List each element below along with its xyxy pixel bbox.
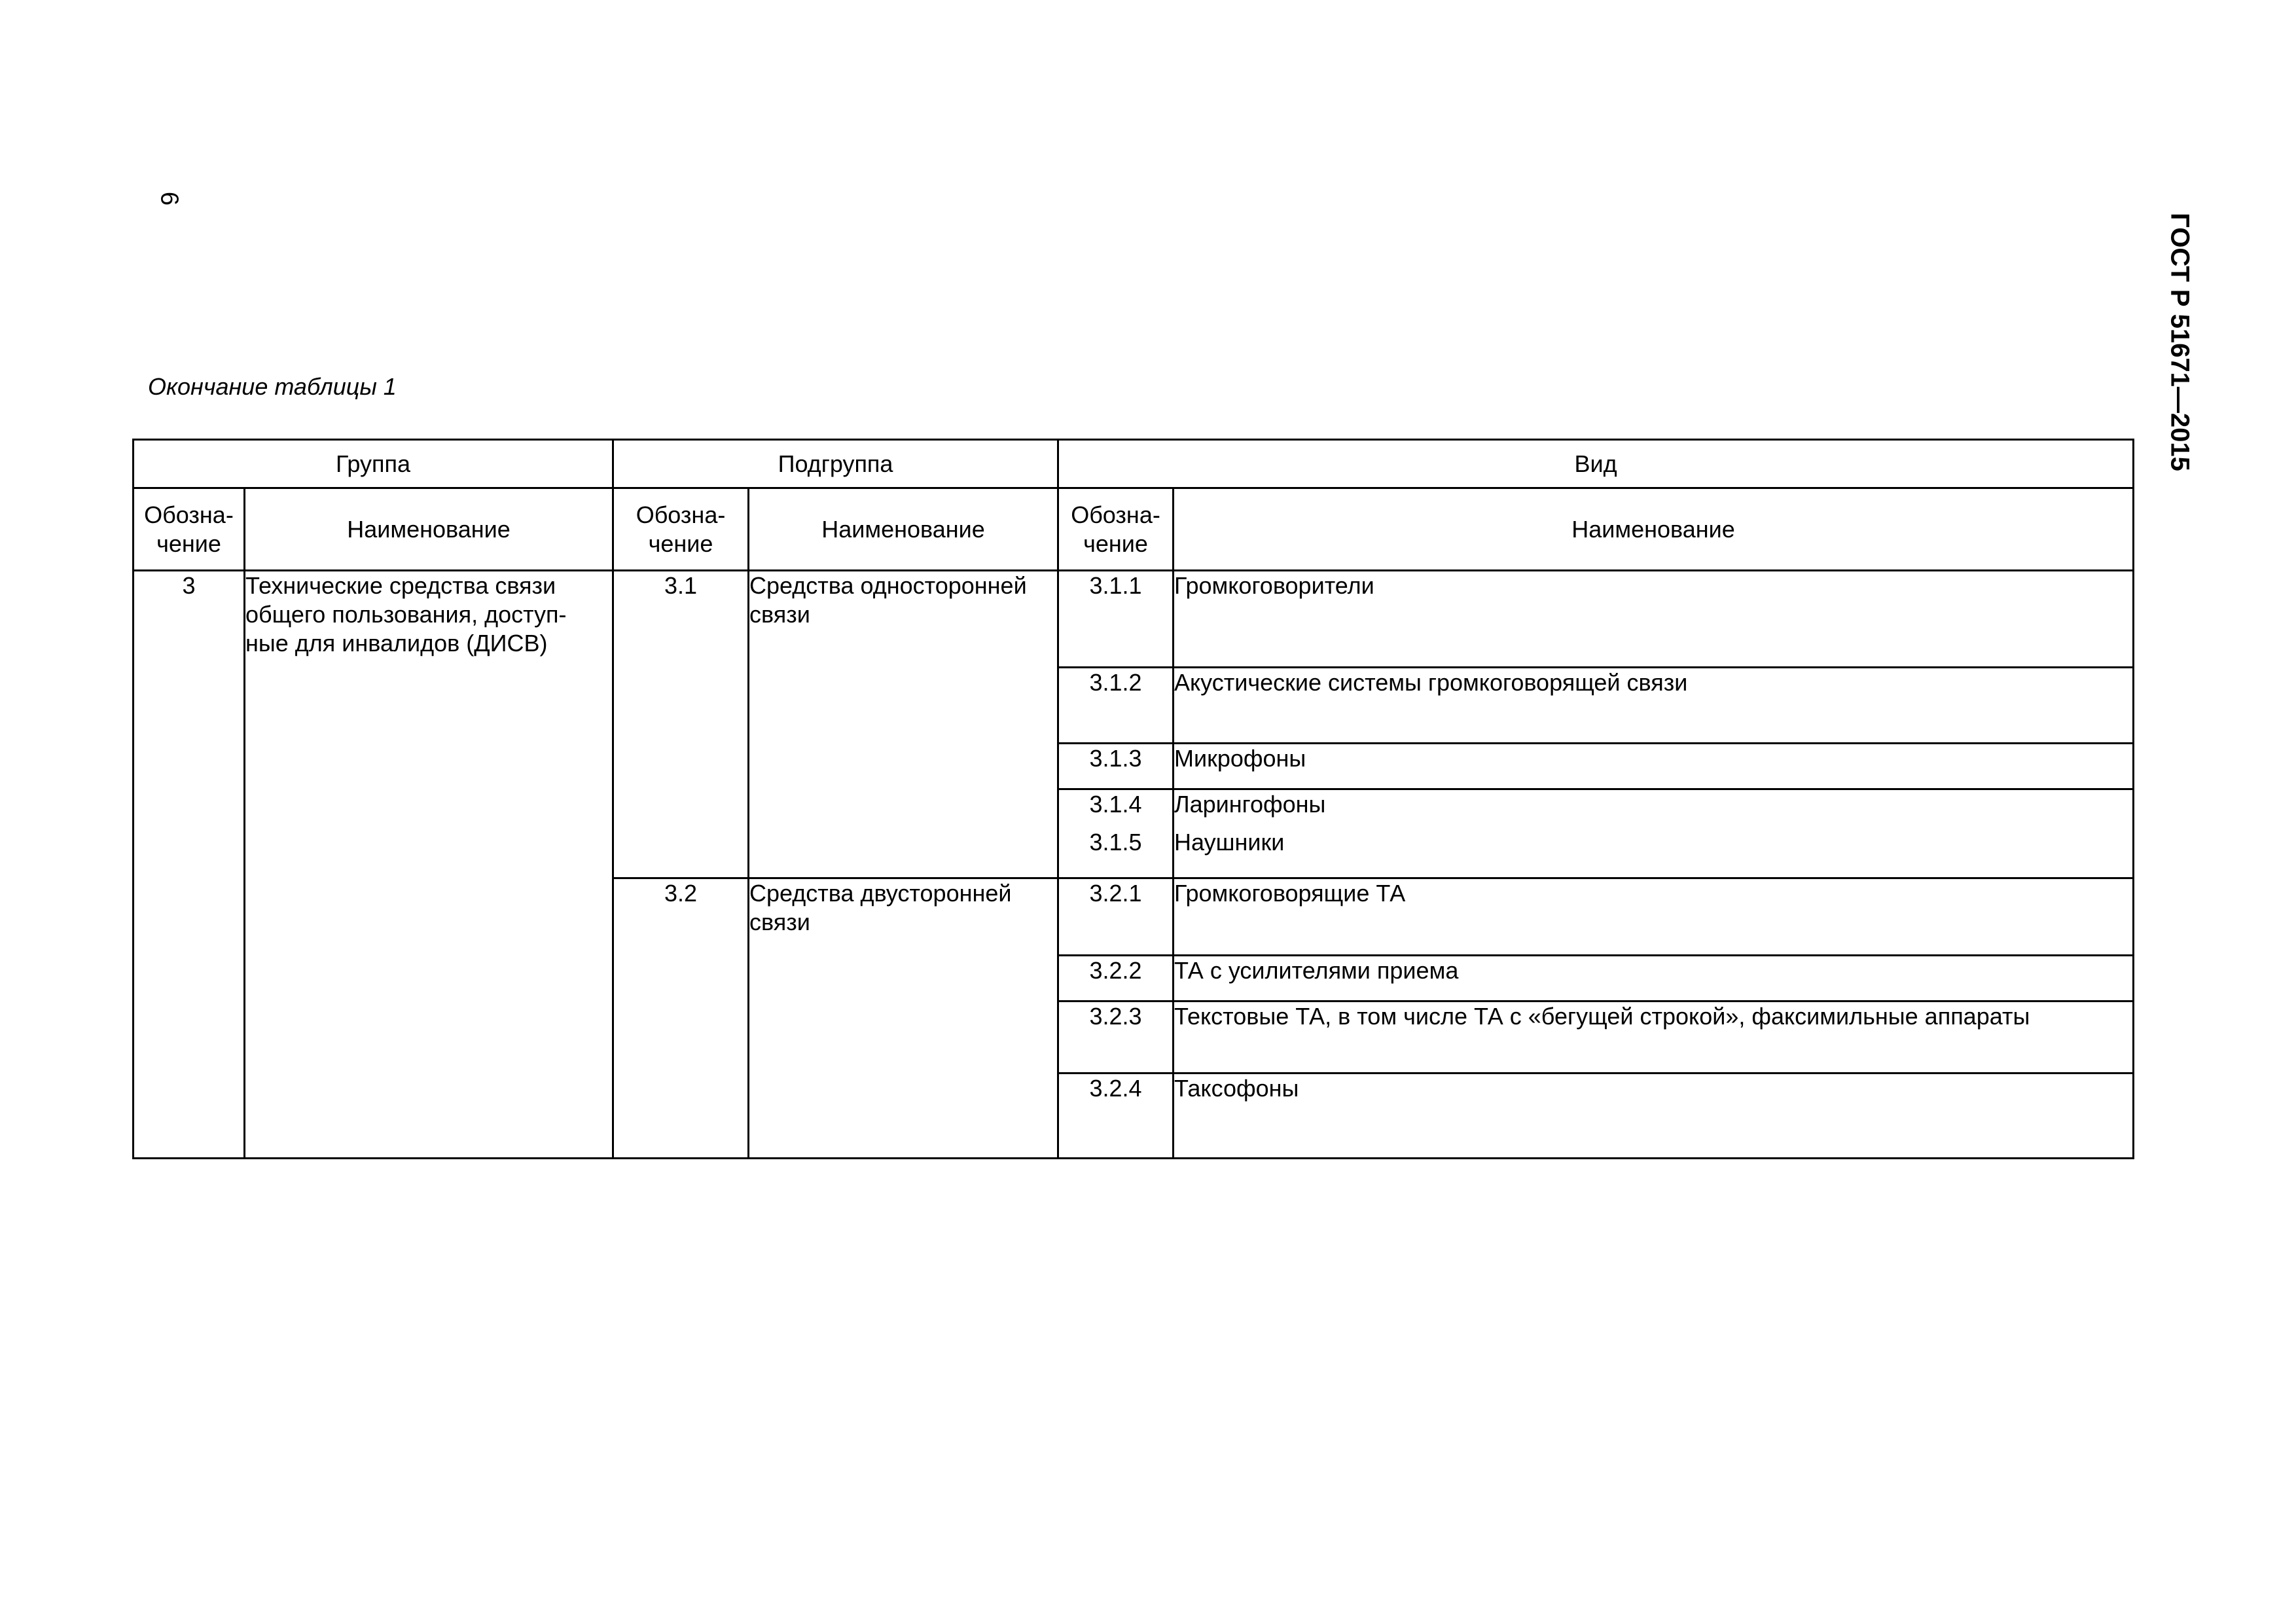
kind-code: 3.2.1	[1058, 878, 1174, 956]
page-number: 6	[155, 191, 183, 206]
kind-name: Наушники	[1174, 828, 1285, 856]
table-caption: Окончание таблицы 1	[148, 373, 397, 400]
subgroup-code: 3.2	[613, 878, 749, 1159]
kind-code: 3.1.2	[1058, 668, 1174, 744]
kind-name: Микрофоны	[1174, 744, 2134, 789]
classification-table	[132, 439, 2134, 1159]
document-code: ГОСТ Р 51671—2015	[2165, 213, 2195, 471]
kind-name-pair	[1174, 789, 2134, 878]
kind-code: 3.1.1	[1058, 571, 1174, 668]
header-kind-name: Наименование	[1174, 488, 2134, 571]
kind-name: Таксофоны	[1174, 1074, 2134, 1159]
header-row-top	[134, 440, 2134, 488]
kind-code: 3.2.2	[1058, 956, 1174, 1001]
header-subgroup-name: Наименование	[749, 488, 1058, 571]
subgroup-name: Средства односторонней связи	[749, 571, 1058, 878]
kind-code: 3.1.5	[1089, 828, 1142, 856]
kind-name: Текстовые ТА, в том числе ТА с «бегущей строкой», факсимильные аппараты	[1174, 1001, 2134, 1074]
header-group: Группа	[134, 440, 613, 488]
kind-code-pair	[1058, 789, 1174, 878]
kind-code: 3.1.4	[1089, 791, 1142, 818]
header-row-sub	[134, 488, 2134, 571]
header-kind: Вид	[1058, 440, 2134, 488]
kind-name: ТА с усилителями приема	[1174, 956, 2134, 1001]
group-code: 3	[134, 571, 245, 1159]
kind-name: Ларингофоны	[1174, 791, 1326, 818]
header-group-name: Наименование	[245, 488, 613, 571]
subgroup-name: Средства двусторонней связи	[749, 878, 1058, 1159]
kind-name: Громкоговорители	[1174, 571, 2134, 668]
header-subgroup: Подгруппа	[613, 440, 1058, 488]
kind-name: Громкоговорящие ТА	[1174, 878, 2134, 956]
kind-code: 3.2.3	[1058, 1001, 1174, 1074]
header-subgroup-designation: Обозна- чение	[613, 488, 749, 571]
table-row	[134, 571, 2134, 668]
kind-name: Акустические системы громкоговорящей связи	[1174, 668, 2134, 744]
group-name: Технические средства связи общего пользования, доступ- ные для инвалидов (ДИСВ)	[245, 571, 613, 1159]
kind-code: 3.1.3	[1058, 744, 1174, 789]
header-kind-designation: Обозна- чение	[1058, 488, 1174, 571]
header-group-designation: Обозна- чение	[134, 488, 245, 571]
kind-code: 3.2.4	[1058, 1074, 1174, 1159]
subgroup-code: 3.1	[613, 571, 749, 878]
